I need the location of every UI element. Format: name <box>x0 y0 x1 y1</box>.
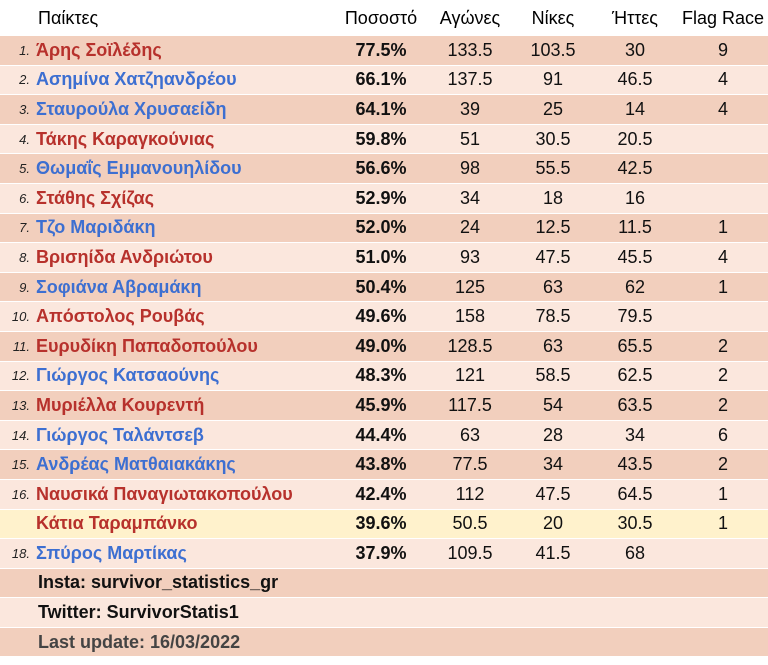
percentage-cell: 42.4% <box>355 483 407 504</box>
games-cell: 109.5 <box>447 542 493 563</box>
rank-cell: 2. <box>19 72 30 88</box>
wins-cell: 58.5 <box>535 365 571 386</box>
games-cell: 137.5 <box>447 69 493 90</box>
percentage-cell: 49.0% <box>355 335 407 356</box>
player-name-cell: Τάκης Καραγκούνιας <box>36 128 215 149</box>
wins-cell: 12.5 <box>535 217 571 238</box>
losses-header: Ήττες <box>611 7 658 28</box>
player-name-cell: Στάθης Σχίζας <box>36 187 155 208</box>
footer-updated <box>0 628 768 658</box>
player-name-cell: Σοφιάνα Αβραμάκη <box>36 276 202 297</box>
percentage-cell: 52.9% <box>355 187 407 208</box>
player-name-cell: Μυριέλλα Κουρεντή <box>36 394 205 415</box>
last-update: Last update: 16/03/2022 <box>38 631 241 652</box>
wins-cell: 78.5 <box>535 306 571 327</box>
player-name-cell: Σταυρούλα Χρυσαείδη <box>36 98 227 119</box>
table-row <box>0 36 768 66</box>
losses-cell: 46.5 <box>617 69 653 90</box>
table-body <box>0 36 768 569</box>
games-header: Αγώνες <box>439 7 501 28</box>
table-row <box>0 539 768 569</box>
percentage-cell: 56.6% <box>355 158 407 179</box>
rank-cell: 6. <box>19 190 30 206</box>
losses-cell: 43.5 <box>617 454 653 475</box>
games-cell: 50.5 <box>452 513 488 534</box>
wins-cell: 18 <box>542 187 564 208</box>
losses-cell: 62 <box>624 276 646 297</box>
losses-cell: 14 <box>624 98 646 119</box>
rank-cell: 3. <box>19 101 30 117</box>
percentage-cell: 51.0% <box>355 246 407 267</box>
games-cell: 112 <box>455 483 485 504</box>
wins-cell: 41.5 <box>535 542 571 563</box>
games-cell: 34 <box>459 187 481 208</box>
table-row <box>0 95 768 125</box>
table-row <box>0 421 768 451</box>
percentage-cell: 77.5% <box>355 39 407 60</box>
player-name-cell: Άρης Σοϊλέδης <box>36 39 162 60</box>
percentage-cell: 49.6% <box>355 306 407 327</box>
player-name-cell: Θωμαΐς Εμμανουηλίδου <box>36 158 242 179</box>
games-cell: 125 <box>454 276 486 297</box>
percentage-cell: 66.1% <box>355 69 407 90</box>
flag-race-cell: 4 <box>717 246 728 267</box>
games-cell: 133.5 <box>447 39 493 60</box>
wins-cell: 103.5 <box>530 39 576 60</box>
percentage-cell: 37.9% <box>355 542 407 563</box>
wins-cell: 54 <box>542 394 564 415</box>
flag-race-cell: 6 <box>717 424 728 445</box>
flag-race-cell: 2 <box>717 335 728 356</box>
losses-cell: 62.5 <box>617 365 653 386</box>
player-name-cell: Βρισηίδα Ανδριώτου <box>36 246 213 267</box>
percentage-cell: 45.9% <box>355 394 407 415</box>
wins-cell: 47.5 <box>535 483 571 504</box>
rank-cell: 11. <box>12 338 30 354</box>
rank-cell: 12. <box>11 368 30 384</box>
footer-insta <box>0 569 768 599</box>
players-header: Παίκτες <box>38 7 99 28</box>
losses-cell: 45.5 <box>617 246 653 267</box>
flag-race-cell: 4 <box>717 98 728 119</box>
losses-cell: 42.5 <box>617 158 653 179</box>
wins-cell: 30.5 <box>535 128 571 149</box>
wins-cell: 63 <box>542 335 564 356</box>
losses-cell: 34 <box>624 424 646 445</box>
percentage-cell: 48.3% <box>355 365 407 386</box>
wins-cell: 20 <box>542 513 564 534</box>
percentage-cell: 50.4% <box>355 276 407 297</box>
table-row <box>0 450 768 480</box>
table-row <box>0 302 768 332</box>
games-cell: 93 <box>459 246 481 267</box>
table-row <box>0 510 768 540</box>
player-name-cell: Τζο Μαριδάκη <box>36 217 156 238</box>
player-name-cell: Ανδρέας Ματθαιακάκης <box>36 454 236 475</box>
games-cell: 117.5 <box>448 394 492 415</box>
games-cell: 158 <box>454 306 486 327</box>
percentage-cell: 39.6% <box>355 513 407 534</box>
games-cell: 121 <box>454 365 486 386</box>
games-cell: 63 <box>459 424 481 445</box>
losses-cell: 63.5 <box>617 394 653 415</box>
table-row <box>0 362 768 392</box>
rank-cell: 14. <box>11 427 30 443</box>
player-name-cell: Γιώργος Ταλάντσεβ <box>36 424 204 445</box>
player-name-cell: Απόστολος Ρουβάς <box>36 306 205 327</box>
table-row <box>0 154 768 184</box>
player-name-cell: Κάτια Ταραμπάνκο <box>36 513 198 534</box>
rank-cell: 4. <box>19 131 30 147</box>
table-header <box>0 0 768 36</box>
table-row <box>0 184 768 214</box>
losses-cell: 30 <box>624 39 646 60</box>
rank-cell: 8. <box>19 249 30 265</box>
table-row <box>0 214 768 244</box>
rank-cell: 16. <box>11 486 30 502</box>
rank-cell: 18. <box>11 545 30 561</box>
flag-race-cell: 2 <box>717 394 728 415</box>
rank-cell: 5. <box>19 161 30 177</box>
flag-race-cell: 1 <box>717 483 728 504</box>
table-row <box>0 273 768 303</box>
footer-twitter <box>0 598 768 628</box>
wins-cell: 55.5 <box>535 158 571 179</box>
losses-cell: 11.5 <box>618 217 652 238</box>
percentage-cell: 43.8% <box>355 454 407 475</box>
flag-race-cell: 1 <box>717 513 728 534</box>
insta-handle: Insta: survivor_statistics_gr <box>38 572 279 593</box>
rank-cell: 7. <box>19 220 30 236</box>
rank-cell: 15. <box>11 457 30 473</box>
games-cell: 128.5 <box>447 335 493 356</box>
wins-cell: 25 <box>542 98 564 119</box>
percentage-cell: 59.8% <box>355 128 407 149</box>
wins-cell: 34 <box>542 454 564 475</box>
player-name-cell: Σπύρος Μαρτίκας <box>36 542 187 563</box>
wins-cell: 28 <box>542 424 564 445</box>
wins-header: Νίκες <box>531 7 575 28</box>
games-cell: 77.5 <box>452 454 488 475</box>
percentage-header: Ποσοστό <box>344 7 418 28</box>
losses-cell: 64.5 <box>617 483 653 504</box>
losses-cell: 16 <box>624 187 646 208</box>
losses-cell: 20.5 <box>617 128 653 149</box>
table-row <box>0 332 768 362</box>
games-cell: 24 <box>459 217 481 238</box>
table-row <box>0 480 768 510</box>
losses-cell: 65.5 <box>617 335 653 356</box>
games-cell: 98 <box>459 158 481 179</box>
table-row <box>0 125 768 155</box>
games-cell: 39 <box>459 98 481 119</box>
rank-cell: 1. <box>19 42 30 58</box>
games-cell: 51 <box>459 128 481 149</box>
percentage-cell: 52.0% <box>355 217 407 238</box>
player-name-cell: Ευρυδίκη Παπαδοπούλου <box>36 335 258 356</box>
losses-cell: 68 <box>624 542 646 563</box>
table-row <box>0 66 768 96</box>
wins-cell: 47.5 <box>535 246 571 267</box>
wins-cell: 91 <box>542 69 564 90</box>
player-name-cell: Ασημίνα Χατζηανδρέου <box>36 69 237 90</box>
rank-cell: 10. <box>11 309 30 325</box>
wins-cell: 63 <box>542 276 564 297</box>
losses-cell: 30.5 <box>617 513 653 534</box>
flag-race-cell: 1 <box>717 217 728 238</box>
losses-cell: 79.5 <box>617 306 653 327</box>
rank-cell: 9. <box>19 279 30 295</box>
percentage-cell: 44.4% <box>355 424 407 445</box>
flag-race-cell: 2 <box>717 454 728 475</box>
player-name-cell: Ναυσικά Παναγιωτακοπούλου <box>36 483 293 504</box>
flag-race-cell: 1 <box>717 276 728 297</box>
flag-race-header: Flag Race <box>681 7 765 28</box>
flag-race-cell: 2 <box>717 365 728 386</box>
rank-cell: 13. <box>11 397 30 413</box>
table-row <box>0 391 768 421</box>
flag-race-cell: 4 <box>717 69 728 90</box>
flag-race-cell: 9 <box>717 39 728 60</box>
player-name-cell: Γιώργος Κατσαούνης <box>36 365 220 386</box>
percentage-cell: 64.1% <box>355 98 407 119</box>
table-row <box>0 243 768 273</box>
twitter-handle: Twitter: SurvivorStatis1 <box>38 602 239 623</box>
